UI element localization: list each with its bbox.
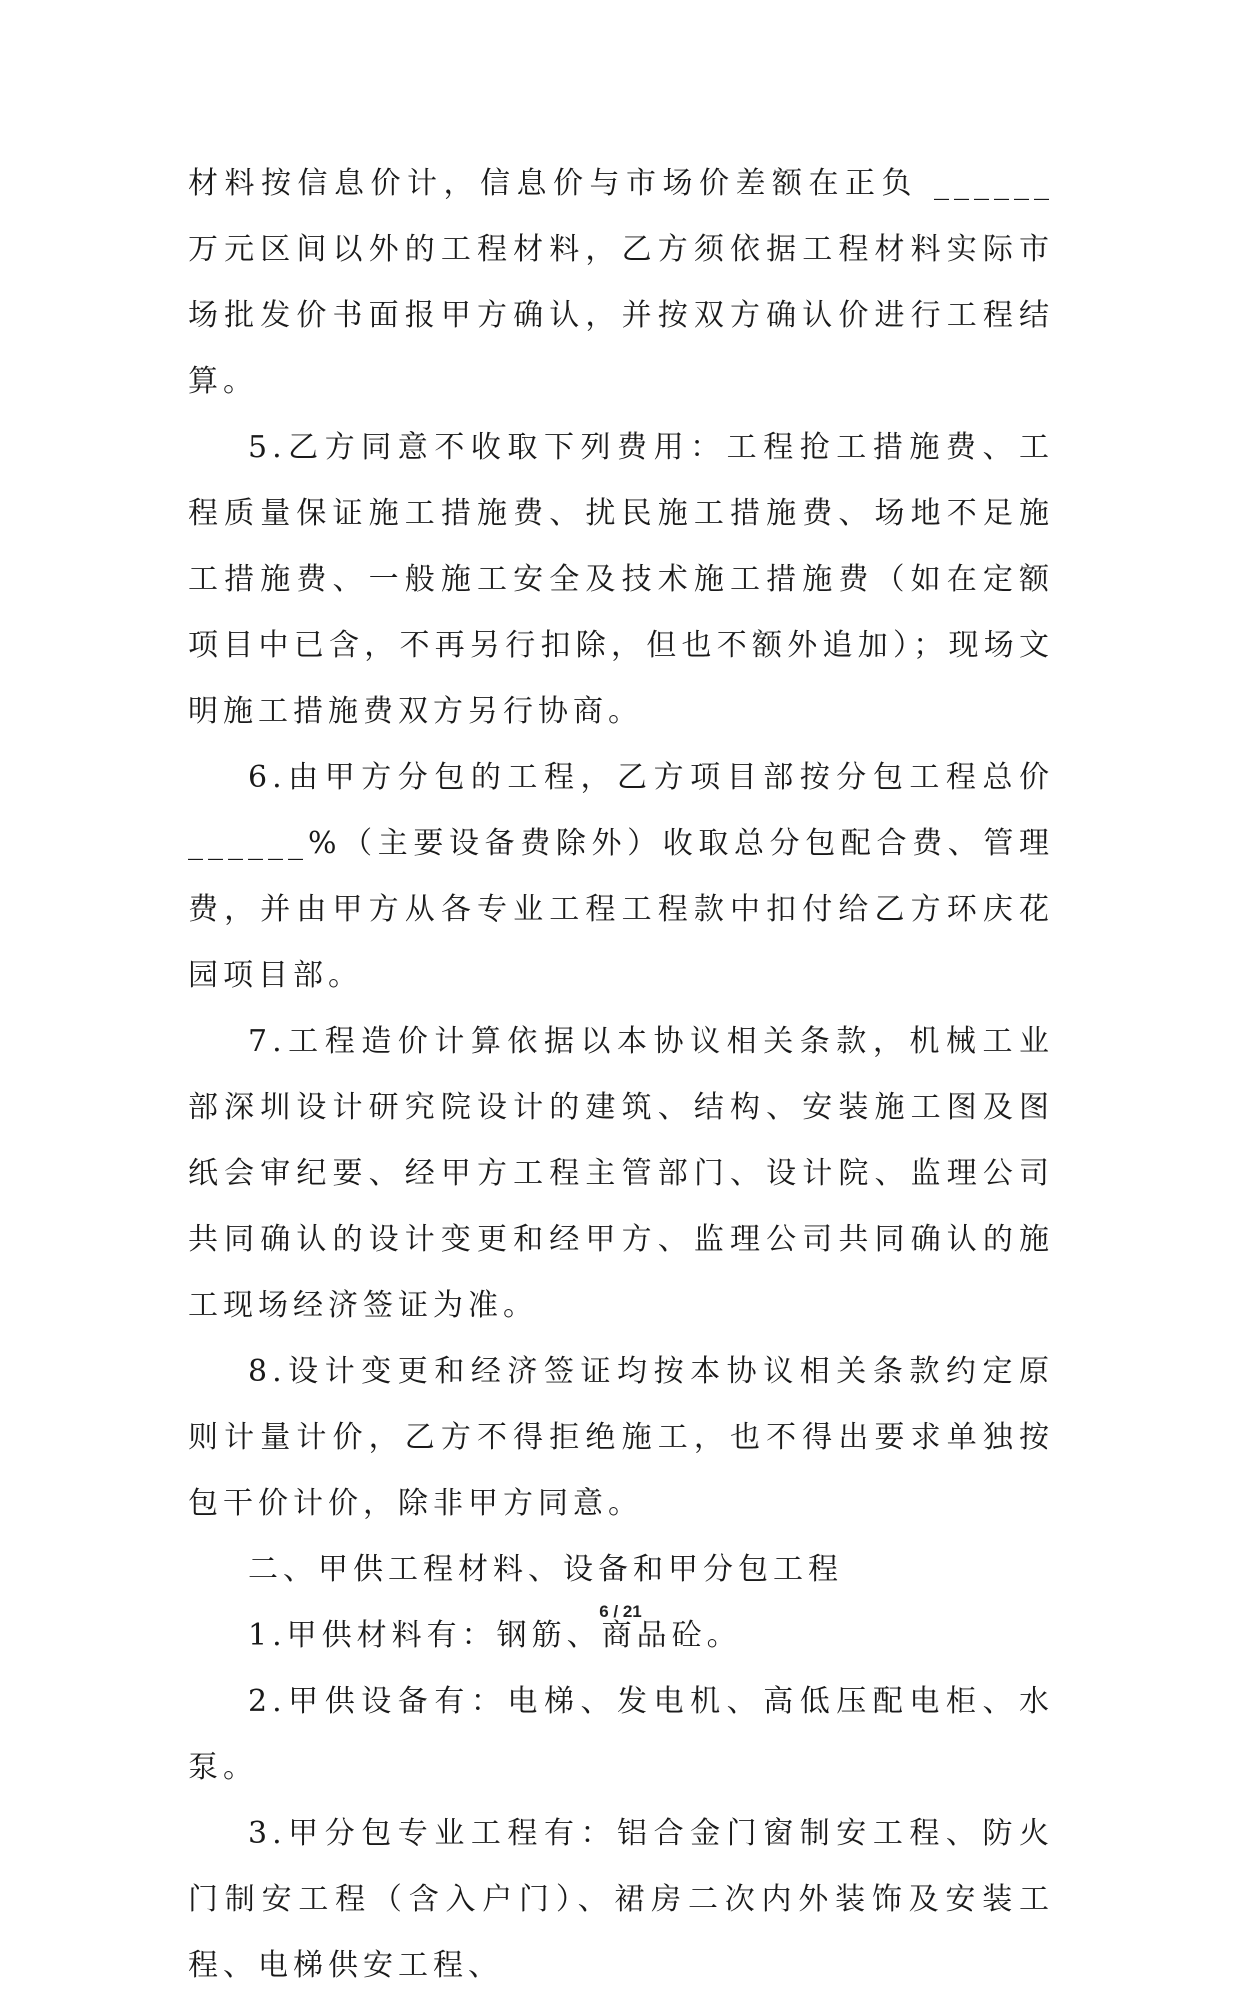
paragraph-clause-5: 5.乙方同意不收取下列费用：工程抢工措施费、工程质量保证施工措施费、扰民施工措施费、场地不足施工措施费、一般施工安全及技术施工措施费（如在定额项目中已含，不再另行扣除，但也不额外追加）；现场文明施工措施费双方另行协商。 bbox=[188, 430, 1054, 729]
paragraph-continuation: 材料按信息价计，信息价与市场价差额在正负 ______万元区间以外的工程材料，乙方须依据工程材料实际市场批发价书面报甲方确认，并按双方确认价进行工程结算。 bbox=[188, 166, 1054, 399]
paragraph-clause-6: 6.由甲方分包的工程，乙方项目部按分包工程总价______%（主要设备费除外）收取总分包配合费、管理费，并由甲方从各专业工程工程款中扣付给乙方环庆花园项目部。 bbox=[188, 760, 1054, 993]
paragraph-item-3: 3.甲分包专业工程有：铝合金门窗制安工程、防火门制安工程（含入户门）、裙房二次内外装饰及安装工程、电梯供安工程、 bbox=[188, 1816, 1054, 1983]
paragraph-clause-7: 7.工程造价计算依据以本协议相关条款，机械工业部深圳设计研究院设计的建筑、结构、安装施工图及图纸会审纪要、经甲方工程主管部门、设计院、监理公司共同确认的设计变更和经甲方、监理公司共同确认的施工现场经济签证为准。 bbox=[188, 1024, 1054, 1323]
paragraph-item-1: 1.甲供材料有：钢筋、商品砼。 bbox=[248, 1618, 742, 1653]
section-heading: 二、甲供工程材料、设备和甲分包工程 bbox=[248, 1552, 843, 1587]
paragraph-item-2: 2.甲供设备有：电梯、发电机、高低压配电柜、水泵。 bbox=[188, 1684, 1054, 1785]
paragraph-clause-8: 8.设计变更和经济签证均按本协议相关条款约定原则计量计价，乙方不得拒绝施工，也不得出要求单独按包干价计价，除非甲方同意。 bbox=[188, 1354, 1054, 1521]
page-number: 6 / 21 bbox=[599, 1602, 642, 1621]
document-body bbox=[188, 151, 1054, 1999]
